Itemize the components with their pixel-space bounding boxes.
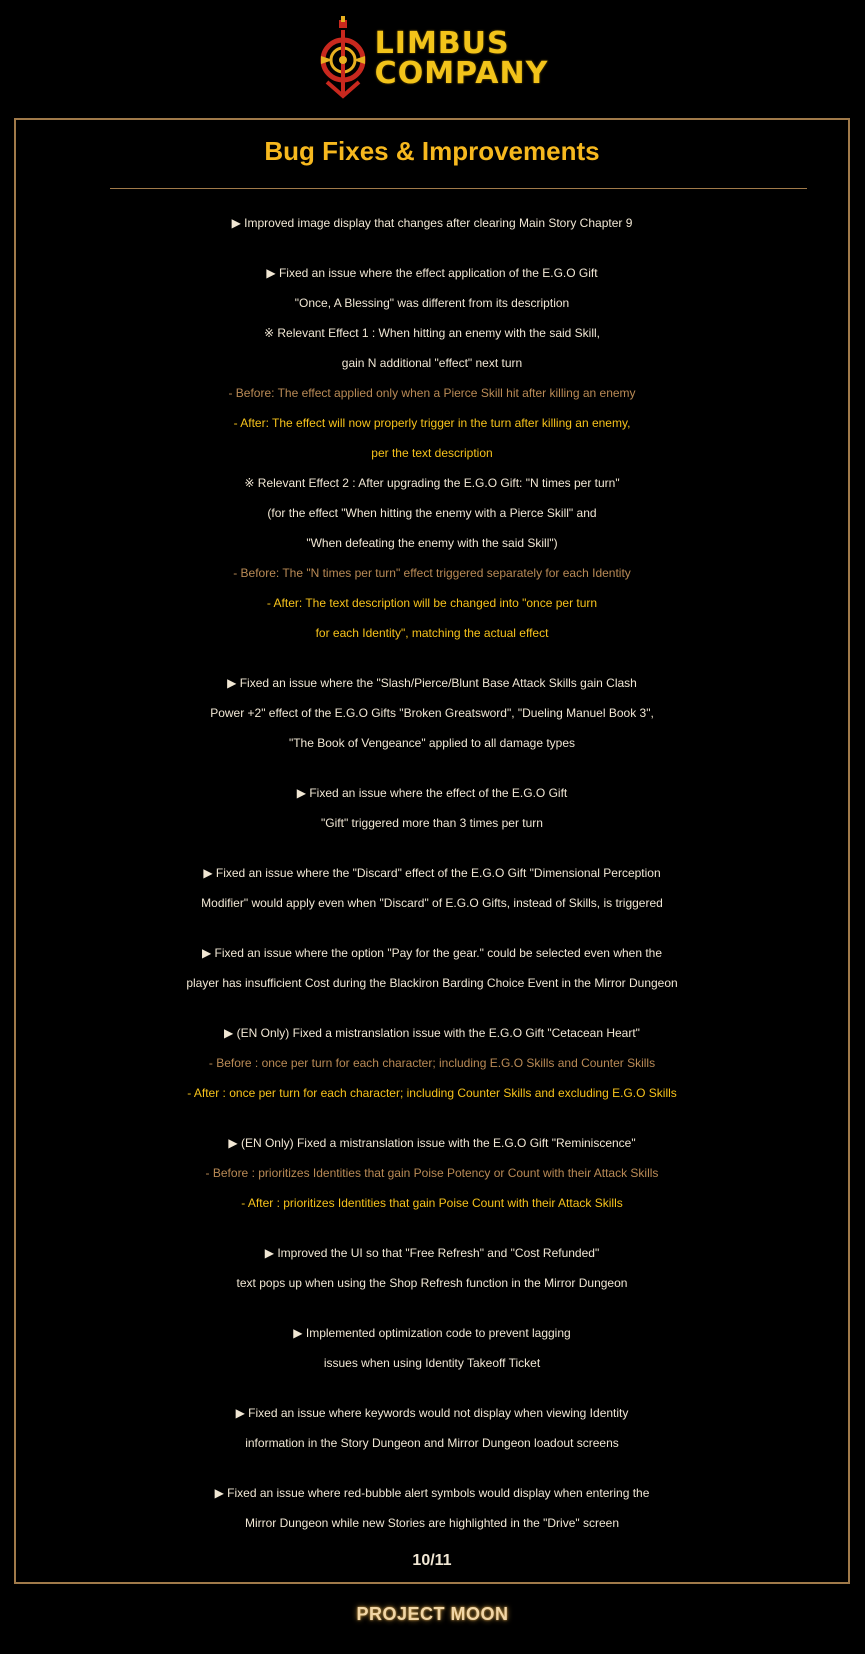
note-line: Mirror Dungeon while new Stories are highlighted in the "Drive" screen	[244, 1516, 620, 1530]
patch-note-item	[16, 208, 848, 238]
note-line: ▶ Fixed an issue where the option "Pay for the gear." could be selected even when the	[201, 946, 663, 960]
note-line: issues when using Identity Takeoff Ticket	[323, 1356, 541, 1370]
heading-divider	[110, 188, 807, 189]
after-line: - After: The effect will now properly trigger in the turn after killing an enemy,	[233, 416, 631, 430]
after-line: - After : prioritizes Identities that gain Poise Count with their Attack Skills	[241, 1196, 623, 1210]
after-line: for each Identity", matching the actual effect	[315, 626, 549, 640]
limbus-company-logo	[317, 16, 549, 102]
logo-line-2: COMPANY	[374, 56, 549, 91]
note-line: ▶ (EN Only) Fixed a mistranslation issue with the E.G.O Gift "Reminiscence"	[228, 1136, 636, 1150]
patch-notes-panel	[14, 118, 850, 1584]
note-line: "Gift" triggered more than 3 times per turn	[321, 816, 543, 830]
note-line: information in the Story Dungeon and Mirror Dungeon loadout screens	[245, 1436, 619, 1450]
note-line: gain N additional "effect" next turn	[341, 356, 523, 370]
patch-note-list	[16, 208, 848, 1558]
note-line: "When defeating the enemy with the said Skill")	[306, 536, 558, 550]
note-line: ※ Relevant Effect 2 : After upgrading the E.G.O Gift: "N times per turn"	[244, 476, 620, 490]
note-line: ▶ (EN Only) Fixed a mistranslation issue with the E.G.O Gift "Cetacean Heart"	[224, 1026, 640, 1040]
patch-note-item	[16, 1398, 848, 1458]
note-line: (for the effect "When hitting the enemy with a Pierce Skill" and	[267, 506, 597, 520]
note-line: ▶ Fixed an issue where the effect application of the E.G.O Gift	[266, 266, 598, 280]
note-line: ▶ Fixed an issue where the effect of the E.G.O Gift	[296, 786, 568, 800]
note-line: text pops up when using the Shop Refresh function in the Mirror Dungeon	[236, 1276, 628, 1290]
patch-note-item	[16, 258, 848, 648]
patch-note-item	[16, 668, 848, 758]
logo-line-1: LIMBUS	[374, 26, 510, 61]
note-line: "Once, A Blessing" was different from its description	[294, 296, 570, 310]
before-line: - Before: The "N times per turn" effect triggered separately for each Identity	[233, 566, 631, 580]
after-line: - After : once per turn for each character; including Counter Skills and excluding E.G.O Skills	[187, 1086, 677, 1100]
patch-note-item	[16, 858, 848, 918]
before-line: - Before: The effect applied only when a Pierce Skill hit after killing an enemy	[228, 386, 636, 400]
note-line: player has insufficient Cost during the Blackiron Barding Choice Event in the Mirror Dungeon	[186, 976, 678, 990]
note-line: ▶ Improved the UI so that "Free Refresh" and "Cost Refunded"	[264, 1246, 600, 1260]
patch-note-item	[16, 1128, 848, 1218]
after-line: per the text description	[371, 446, 493, 460]
patch-note-item	[16, 1478, 848, 1538]
note-line: ▶ Improved image display that changes after clearing Main Story Chapter 9	[231, 216, 633, 230]
patch-note-item	[16, 1318, 848, 1378]
note-line: ▶ Fixed an issue where keywords would not display when viewing Identity	[235, 1406, 629, 1420]
before-line: - Before : once per turn for each character; including E.G.O Skills and Counter Skills	[208, 1056, 656, 1070]
patch-note-item	[16, 938, 848, 998]
note-line: ※ Relevant Effect 1 : When hitting an enemy with the said Skill,	[264, 326, 600, 340]
note-line: ▶ Fixed an issue where the "Discard" effect of the E.G.O Gift "Dimensional Perception	[203, 866, 661, 880]
note-line: Modifier" would apply even when "Discard" of E.G.O Gifts, instead of Skills, is triggered	[201, 896, 663, 910]
after-line: - After: The text description will be changed into "once per turn	[266, 596, 598, 610]
note-line: ▶ Implemented optimization code to prevent lagging	[293, 1326, 571, 1340]
header-logo-area	[0, 14, 865, 104]
note-line: "The Book of Vengeance" applied to all damage types	[288, 736, 576, 750]
patch-note-item	[16, 1018, 848, 1108]
page-indicator: 10/11	[412, 1552, 452, 1569]
patch-note-item	[16, 1238, 848, 1298]
note-line: Power +2" effect of the E.G.O Gifts "Broken Greatsword", "Dueling Manuel Book 3",	[210, 706, 654, 720]
emblem-icon	[317, 16, 369, 102]
note-line: ▶ Fixed an issue where the "Slash/Pierce/Blunt Base Attack Skills gain Clash	[227, 676, 637, 690]
note-line: ▶ Fixed an issue where red-bubble alert symbols would display when entering the	[214, 1486, 650, 1500]
project-moon-footer-logo: PROJECT MOON	[356, 1604, 509, 1624]
patch-note-item	[16, 778, 848, 838]
logo-wordmark	[374, 26, 549, 91]
before-line: - Before : prioritizes Identities that gain Poise Potency or Count with their Attack Skills	[205, 1166, 659, 1180]
section-heading: Bug Fixes & Improvements	[264, 136, 600, 166]
